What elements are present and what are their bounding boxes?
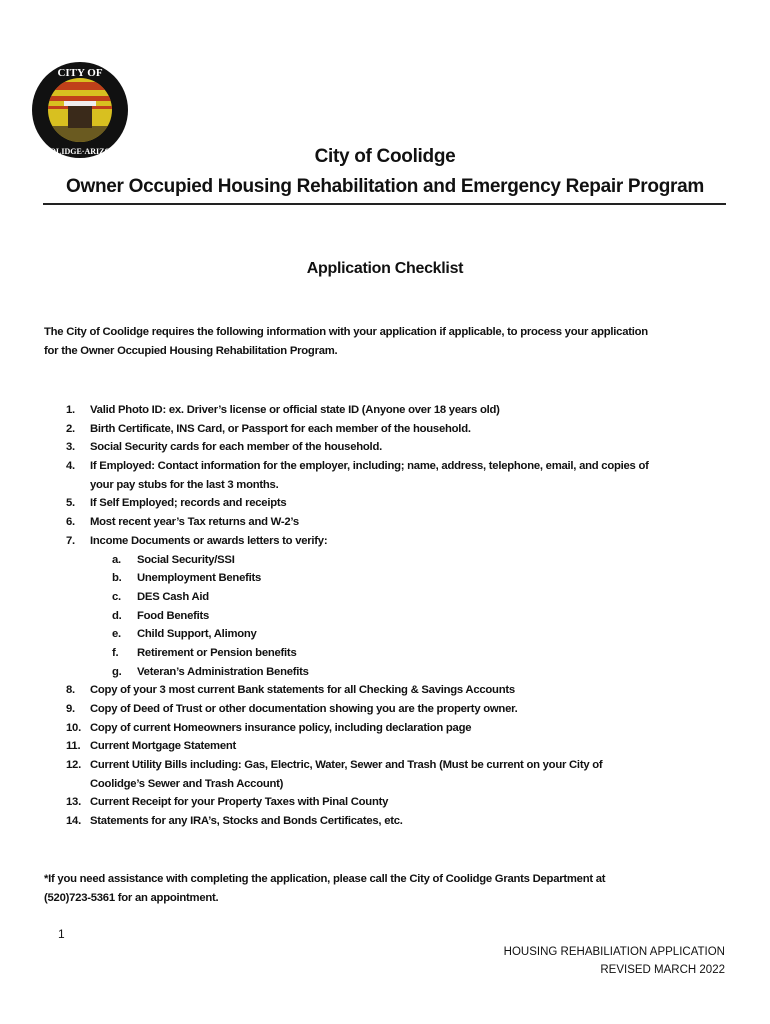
- item-number: 3.: [66, 441, 75, 454]
- checklist-item: [0, 476, 770, 495]
- item-number: d.: [112, 609, 122, 622]
- checklist-item: [0, 532, 770, 551]
- item-text: If Employed: Contact information for the employer, including; name, address, telephone, email, and copies of: [90, 460, 649, 473]
- checklist-item: [0, 644, 770, 663]
- checklist-item: [0, 719, 770, 738]
- footer-line2: REVISED MARCH 2022: [600, 964, 725, 976]
- item-number: 13.: [66, 796, 81, 809]
- item-number: 6.: [66, 516, 75, 529]
- checklist-item: [0, 438, 770, 457]
- item-number: g.: [112, 665, 122, 678]
- item-number: a.: [112, 553, 121, 566]
- intro-line: for the Owner Occupied Housing Rehabilitation Program.: [44, 344, 338, 357]
- item-number: 4.: [66, 460, 75, 473]
- footer-line1: HOUSING REHABILIATION APPLICATION: [503, 946, 725, 958]
- svg-text:COOLIDGE·ARIZONA: COOLIDGE·ARIZONA: [37, 147, 123, 156]
- item-text: Child Support, Alimony: [137, 628, 257, 641]
- item-text: Social Security/SSI: [137, 553, 235, 566]
- svg-text:CITY OF: CITY OF: [57, 67, 103, 79]
- checklist-item: [0, 494, 770, 513]
- city-seal-logo: [30, 60, 130, 160]
- page-title: City of Coolidge: [314, 146, 456, 167]
- item-text: Birth Certificate, INS Card, or Passport for each member of the household.: [90, 422, 471, 435]
- checklist-item: [0, 756, 770, 775]
- assistance-note: [44, 870, 605, 907]
- checklist-heading: Application Checklist: [306, 260, 464, 277]
- note-line: *If you need assistance with completing the application, please call the City of Coolidge Grants Department at: [44, 873, 606, 885]
- item-text: If Self Employed; records and receipts: [90, 497, 287, 510]
- page-number: 1: [58, 927, 65, 941]
- item-number: 8.: [66, 684, 75, 697]
- checklist-item: [0, 625, 770, 644]
- program-title: Owner Occupied Housing Rehabilitation and Emergency Repair Program: [66, 176, 704, 197]
- item-number: c.: [112, 590, 121, 603]
- checklist-item: [0, 775, 770, 794]
- item-text: Most recent year’s Tax returns and W-2’s: [90, 516, 299, 529]
- item-text: Statements for any IRA’s, Stocks and Bonds Certificates, etc.: [90, 815, 403, 828]
- item-text: Copy of Deed of Trust or other documentation showing you are the property owner.: [90, 703, 518, 715]
- intro-paragraph: [44, 323, 648, 360]
- intro-line: The City of Coolidge requires the following information with your application if applicable, to process your application: [44, 326, 648, 338]
- item-number: e.: [112, 628, 121, 641]
- item-text: Current Mortgage Statement: [90, 740, 237, 753]
- item-text: Current Utility Bills including: Gas, Electric, Water, Sewer and Trash (Must be current on your City of: [90, 759, 603, 772]
- item-number: b.: [112, 572, 122, 585]
- checklist-item: [0, 588, 770, 607]
- item-text: Valid Photo ID: ex. Driver’s license or official state ID (Anyone over 18 years old): [90, 404, 500, 416]
- item-number: 12.: [66, 759, 81, 772]
- footer-label: [504, 943, 725, 979]
- checklist-item: [0, 812, 770, 831]
- item-text: Copy of current Homeowners insurance policy, including declaration page: [90, 721, 472, 734]
- item-number: 9.: [66, 703, 75, 715]
- checklist-item: [0, 681, 770, 700]
- item-number: 2.: [66, 422, 75, 435]
- checklist-item: [0, 569, 770, 588]
- item-text: DES Cash Aid: [137, 590, 209, 603]
- item-number: f.: [112, 646, 119, 659]
- item-text: Retirement or Pension benefits: [137, 646, 297, 659]
- item-text: Income Documents or awards letters to verify:: [90, 534, 328, 547]
- item-number: 1.: [66, 404, 75, 416]
- item-number: 14.: [66, 815, 81, 828]
- item-text: your pay stubs for the last 3 months.: [90, 478, 279, 491]
- item-text: Coolidge’s Sewer and Trash Account): [90, 777, 284, 790]
- checklist-item: [0, 663, 770, 682]
- checklist-item: [0, 420, 770, 439]
- item-text: Veteran’s Administration Benefits: [137, 665, 309, 678]
- checklist-item: [0, 457, 770, 476]
- checklist: [0, 401, 770, 831]
- checklist-item: [0, 551, 770, 570]
- item-text: Current Receipt for your Property Taxes with Pinal County: [90, 796, 389, 809]
- checklist-item: [0, 401, 770, 420]
- item-number: 10.: [66, 721, 81, 734]
- item-text: Social Security cards for each member of the household.: [90, 441, 382, 454]
- item-number: 7.: [66, 534, 75, 547]
- title-underline: [43, 203, 726, 205]
- checklist-item: [0, 700, 770, 719]
- checklist-item: [0, 737, 770, 756]
- checklist-item: [0, 513, 770, 532]
- item-text: Food Benefits: [137, 609, 210, 622]
- checklist-item: [0, 607, 770, 626]
- item-number: 11.: [66, 740, 81, 753]
- checklist-item: [0, 793, 770, 812]
- note-line: (520)723-5361 for an appointment.: [44, 891, 219, 904]
- item-text: Unemployment Benefits: [137, 572, 262, 585]
- item-number: 5.: [66, 497, 75, 510]
- item-text: Copy of your 3 most current Bank statements for all Checking & Savings Accounts: [90, 684, 515, 697]
